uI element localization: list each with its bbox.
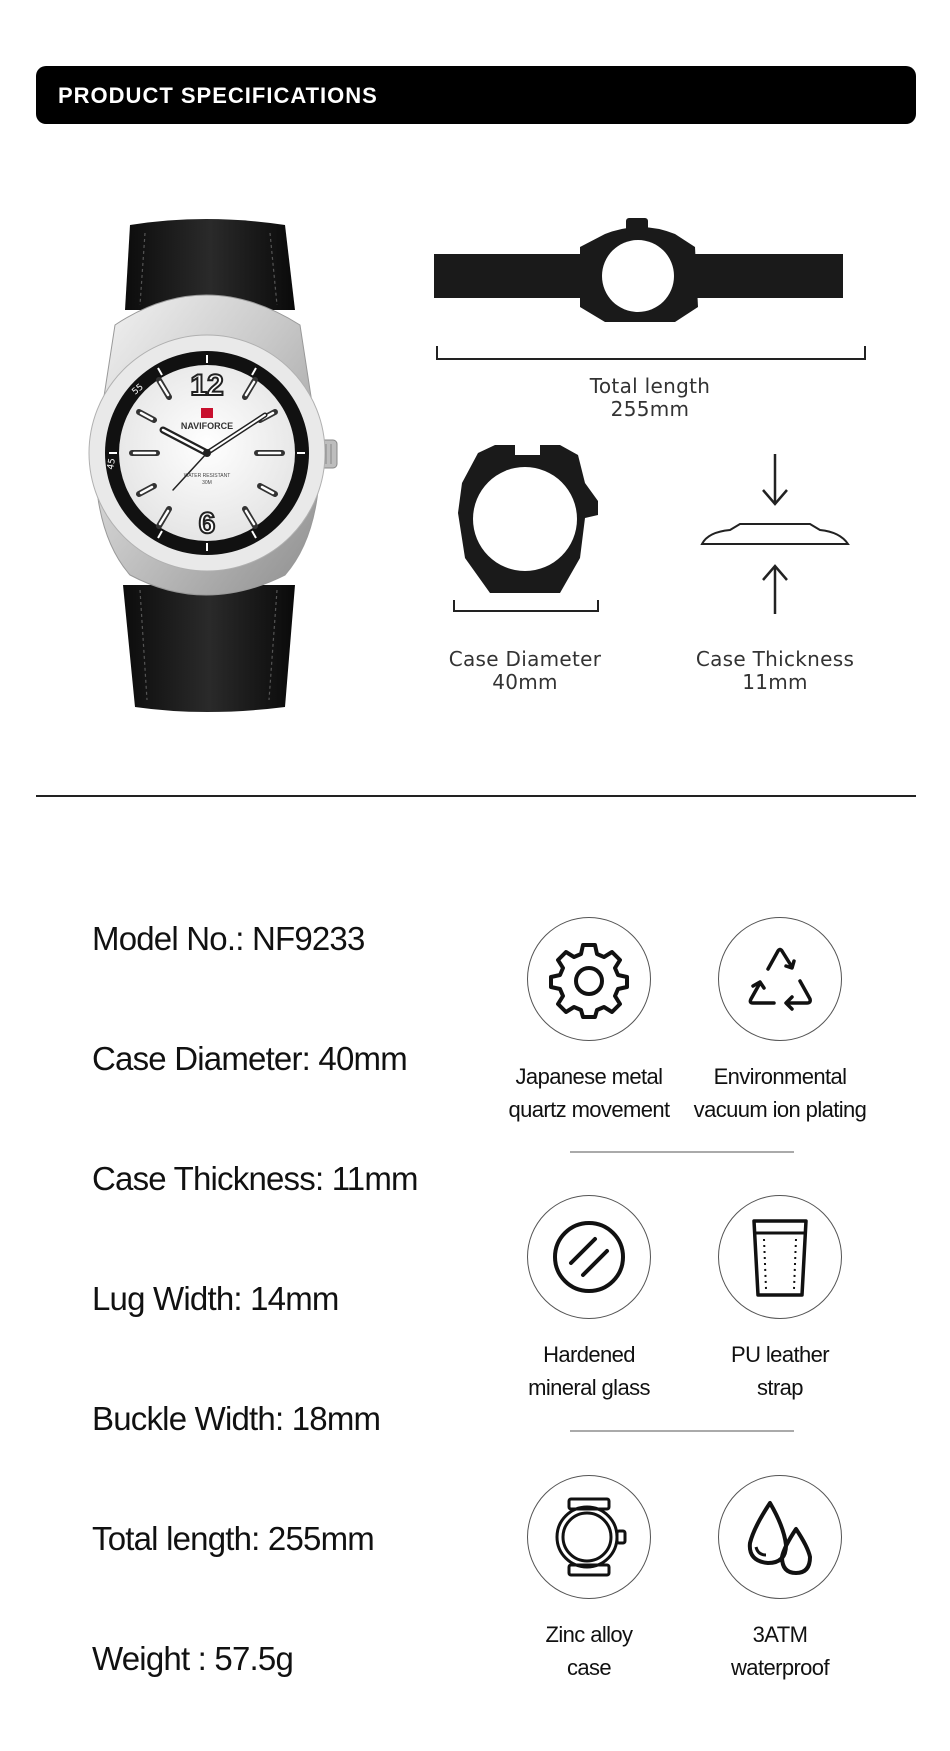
watch-image	[55, 215, 365, 715]
dial-water-resistant: WATER RESISTANT	[183, 473, 231, 479]
feature-strap-label	[670, 1338, 890, 1404]
total-length-diagram	[430, 212, 870, 322]
case-diameter-title: Case Diameter	[448, 647, 602, 671]
feature-glass-line1: Hardened	[543, 1342, 635, 1367]
case-diameter-bracket	[453, 600, 599, 612]
dial-numeral-12: 12	[190, 369, 224, 402]
dial-numeral-6: 6	[198, 507, 216, 540]
feature-separator	[570, 1430, 794, 1432]
thickness-arrows-icon	[690, 452, 860, 617]
header-bar	[36, 66, 916, 124]
recycle-icon	[718, 917, 842, 1041]
feature-case-line2: case	[566, 1655, 612, 1680]
spec-buckle-width: Buckle Width: 18mm	[92, 1400, 381, 1437]
watch-illustration	[55, 215, 365, 715]
feature-plating-line1: Environmental	[713, 1064, 847, 1089]
spec-total-length: Total length: 255mm	[92, 1520, 374, 1557]
section-divider	[36, 795, 916, 797]
total-length-bracket	[436, 346, 866, 360]
watch-case-icon	[527, 1475, 651, 1599]
feature-waterproof-line1: 3ATM	[752, 1622, 808, 1647]
total-length-title: Total length	[589, 374, 711, 398]
case-diameter-label	[410, 648, 640, 694]
feature-waterproof-line2: waterproof	[731, 1655, 829, 1680]
spec-lug-width: Lug Width: 14mm	[92, 1280, 339, 1317]
bezel-number-55: 55	[130, 382, 146, 398]
case-outline-icon	[450, 443, 610, 598]
watch-silhouette-icon	[430, 212, 870, 322]
feature-separator	[570, 1151, 794, 1153]
dial-30m: 30M	[202, 480, 212, 486]
spec-case-diameter: Case Diameter: 40mm	[92, 1040, 407, 1077]
case-thickness-label	[660, 648, 890, 694]
strap-icon	[718, 1195, 842, 1319]
water-drops-icon	[718, 1475, 842, 1599]
feature-strap-line1: PU leather	[731, 1342, 829, 1367]
dial-brand: NAVIFORCE	[180, 421, 234, 431]
case-diameter-value: 40mm	[492, 670, 558, 694]
spec-case-thickness: Case Thickness: 11mm	[92, 1160, 418, 1197]
total-length-label	[530, 375, 770, 421]
case-thickness-value: 11mm	[742, 670, 808, 694]
feature-strap-line2: strap	[757, 1375, 803, 1400]
case-thickness-title: Case Thickness	[695, 647, 855, 671]
feature-movement-line2: quartz movement	[508, 1097, 670, 1122]
feature-case-line1: Zinc alloy	[545, 1622, 633, 1647]
gear-icon	[527, 917, 651, 1041]
feature-glass-label	[479, 1338, 699, 1404]
bezel-number-45: 45	[106, 457, 118, 471]
total-length-value: 255mm	[610, 397, 690, 421]
page-title: PRODUCT SPECIFICATIONS	[58, 83, 378, 108]
feature-case-label	[479, 1618, 699, 1684]
spec-weight: Weight : 57.5g	[92, 1640, 293, 1677]
case-diameter-diagram	[450, 443, 610, 598]
feature-plating-label	[670, 1060, 890, 1126]
feature-movement-line1: Japanese metal	[515, 1064, 663, 1089]
glass-icon	[527, 1195, 651, 1319]
feature-movement-label	[479, 1060, 699, 1126]
spec-model-no: Model No.: NF9233	[92, 920, 365, 957]
case-thickness-diagram	[690, 452, 860, 617]
feature-waterproof-label	[670, 1618, 890, 1684]
feature-glass-line2: mineral glass	[528, 1375, 650, 1400]
feature-plating-line2: vacuum ion plating	[693, 1097, 867, 1122]
